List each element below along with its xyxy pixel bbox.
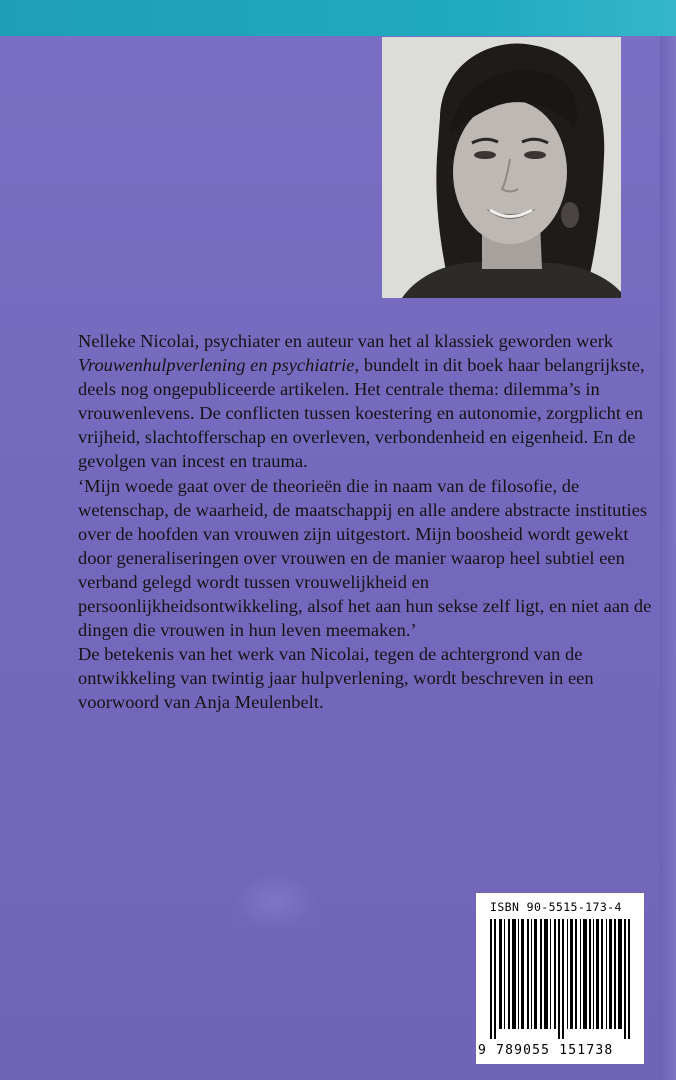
faded-stamp: [228, 868, 322, 934]
blurb-p1-intro: Nelleke Nicolai, psychiater en auteur van het al klassiek geworden werk: [78, 331, 614, 351]
author-photo: [382, 37, 621, 298]
blurb-p1-body: bundelt in dit boek haar belangrijkste, deels nog ongepubliceerde artikelen. Het centrale thema: dilemma’s in vrouwenlevens. De conflicten tussen koestering en autonomie, zorgplicht en vrijheid, slachtofferschap en overleven, verbondenheid en eigenheid. En de gevolgen van incest en trauma.: [78, 355, 645, 472]
isbn-barcode: [476, 893, 644, 1064]
spine-edge: [660, 36, 676, 1080]
top-color-band: [0, 0, 676, 36]
isbn-number: ISBN 90-5515-173-4: [490, 900, 622, 914]
blurb-quote: ‘Mijn woede gaat over de theorieën die in naam van de filosofie, de wetenschap, de waarheid, de maatschappij en alle andere abstracte instituties over de hoofden van vrouwen zijn uitgestort. Mijn boosheid wordt gewekt door generaliseringen over vrouwen en de manier waarop heel subtiel een verband gelegd wordt tussen vrouwelijkheid en persoonlijkheidsontwikkeling, alsof het aan hun sekse zelf ligt, en niet aan de dingen die vrouwen in hun leven meemaken.’: [78, 475, 652, 641]
barcode-bars-icon: [490, 919, 632, 1039]
author-portrait-icon: [382, 37, 621, 298]
ean-number: 9 789055 151738: [478, 1043, 614, 1058]
blurb-paragraph-1: [78, 329, 658, 474]
blurb-book-title: Vrouwenhulpverlening en psychiatrie,: [78, 355, 360, 376]
blurb-paragraph-3: De betekenis van het werk van Nicolai, tegen de achtergrond van de ontwikkeling van twintig jaar hulpverlening, wordt beschreven in een voorwoord van Anja Meulenbelt.: [78, 644, 594, 713]
back-cover-blurb: [78, 329, 658, 715]
